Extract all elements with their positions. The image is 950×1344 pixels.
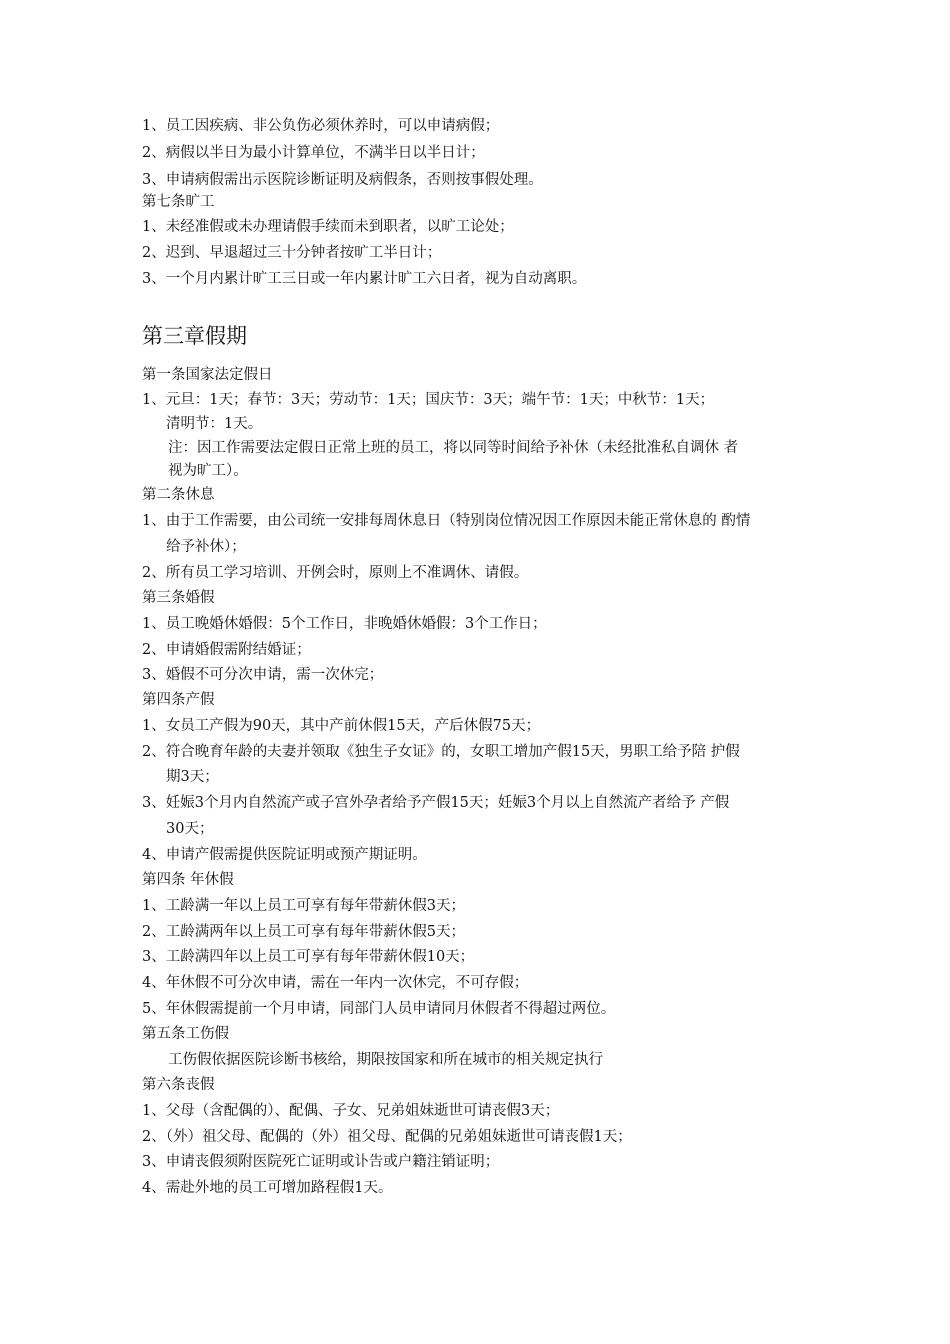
section-heading: 第五条工伤假 <box>142 1026 229 1042</box>
paragraph-line: 给予补休）； <box>166 539 246 555</box>
section-heading: 第三条婚假 <box>142 590 215 606</box>
paragraph-line: 1、女员工产假为90天，其中产前休假15天，产后休假75天； <box>142 718 541 734</box>
paragraph-line: 1、未经准假或未办理请假手续而未到职者，以旷工论处； <box>142 219 514 235</box>
paragraph-line: 3、工龄满四年以上员工可享有每年带薪休假10天； <box>142 949 475 965</box>
paragraph-line: 30天； <box>166 821 214 837</box>
section-heading: 第七条旷工 <box>142 194 215 210</box>
paragraph-line: 2、工龄满两年以上员工可享有每年带薪休假5天； <box>142 924 465 940</box>
paragraph-line: 2、符合晚育年龄的夫妻并领取《独生子女证》的，女职工增加产假15天，男职工给予陪 护假 <box>142 744 740 760</box>
paragraph-line: 2、（外）祖父母、配偶的（外）祖父母、配偶的兄弟姐妹逝世可请丧假1天； <box>142 1129 632 1145</box>
paragraph-line: 1、由于工作需要，由公司统一安排每周休息日（特别岗位情况因工作原因未能正常休息的 酌情 <box>142 513 751 529</box>
paragraph-line: 1、工龄满一年以上员工可享有每年带薪休假3天； <box>142 898 465 914</box>
paragraph-line: 3、婚假不可分次申请，需一次休完； <box>142 667 384 683</box>
paragraph-line: 1、元旦：1天；春节：3天；劳动节：1天；国庆节：3天；端午节：1天；中秋节：1天； <box>142 392 715 408</box>
paragraph-line: 5、年休假需提前一个月申请，同部门人员申请同月休假者不得超过两位。 <box>142 1001 616 1017</box>
paragraph-line: 3、一个月内累计旷工三日或一年内累计旷工六日者，视为自动离职。 <box>142 271 587 287</box>
chapter-title: 第三章假期 <box>142 324 247 348</box>
paragraph-line: 工伤假依据医院诊断书核给，期限按国家和所在城市的相关规定执行 <box>168 1052 603 1068</box>
paragraph-line: 2、申请婚假需附结婚证； <box>142 642 311 658</box>
paragraph-line: 3、申请丧假须附医院死亡证明或讣告或户籍注销证明； <box>142 1154 500 1170</box>
paragraph-line: 2、所有员工学习培训、开例会时，原则上不准调休、请假。 <box>142 565 529 581</box>
paragraph-line: 4、申请产假需提供医院证明或预产期证明。 <box>142 847 427 863</box>
paragraph-line: 期3天； <box>166 769 219 785</box>
section-heading: 第四条 年休假 <box>142 872 234 888</box>
paragraph-line: 1、员工晚婚休婚假：5个工作日，非晚婚休婚假：3个工作日； <box>142 616 547 632</box>
section-heading: 第一条国家法定假日 <box>142 367 273 383</box>
paragraph-line: 2、病假以半日为最小计算单位，不满半日以半日计； <box>142 145 485 161</box>
section-heading: 第四条产假 <box>142 692 215 708</box>
note-line: 注：因工作需要法定假日正常上班的员工，将以同等时间给予补休（未经批准私自调休 者 <box>168 440 739 456</box>
section-heading: 第二条休息 <box>142 487 215 503</box>
paragraph-line: 3、申请病假需出示医院诊断证明及病假条，否则按事假处理。 <box>142 172 543 188</box>
paragraph-line: 2、迟到、早退超过三十分钟者按旷工半日计； <box>142 245 442 261</box>
paragraph-line: 1、员工因疾病、非公负伤必须休养时，可以申请病假； <box>142 118 500 134</box>
paragraph-line: 4、需赴外地的员工可增加路程假1天。 <box>142 1180 393 1196</box>
paragraph-line: 1、父母（含配偶的）、配偶、子女、兄弟姐妹逝世可请丧假3天； <box>142 1103 560 1119</box>
note-line: 视为旷工）。 <box>168 463 248 479</box>
section-heading: 第六条丧假 <box>142 1077 215 1093</box>
paragraph-line: 3、妊娠3个月内自然流产或子宫外孕者给予产假15天；妊娠3个月以上自然流产者给予 产假 <box>142 795 730 811</box>
paragraph-line: 4、年休假不可分次申请，需在一年内一次休完，不可存假； <box>142 975 529 991</box>
paragraph-line: 清明节：1天。 <box>166 416 263 432</box>
